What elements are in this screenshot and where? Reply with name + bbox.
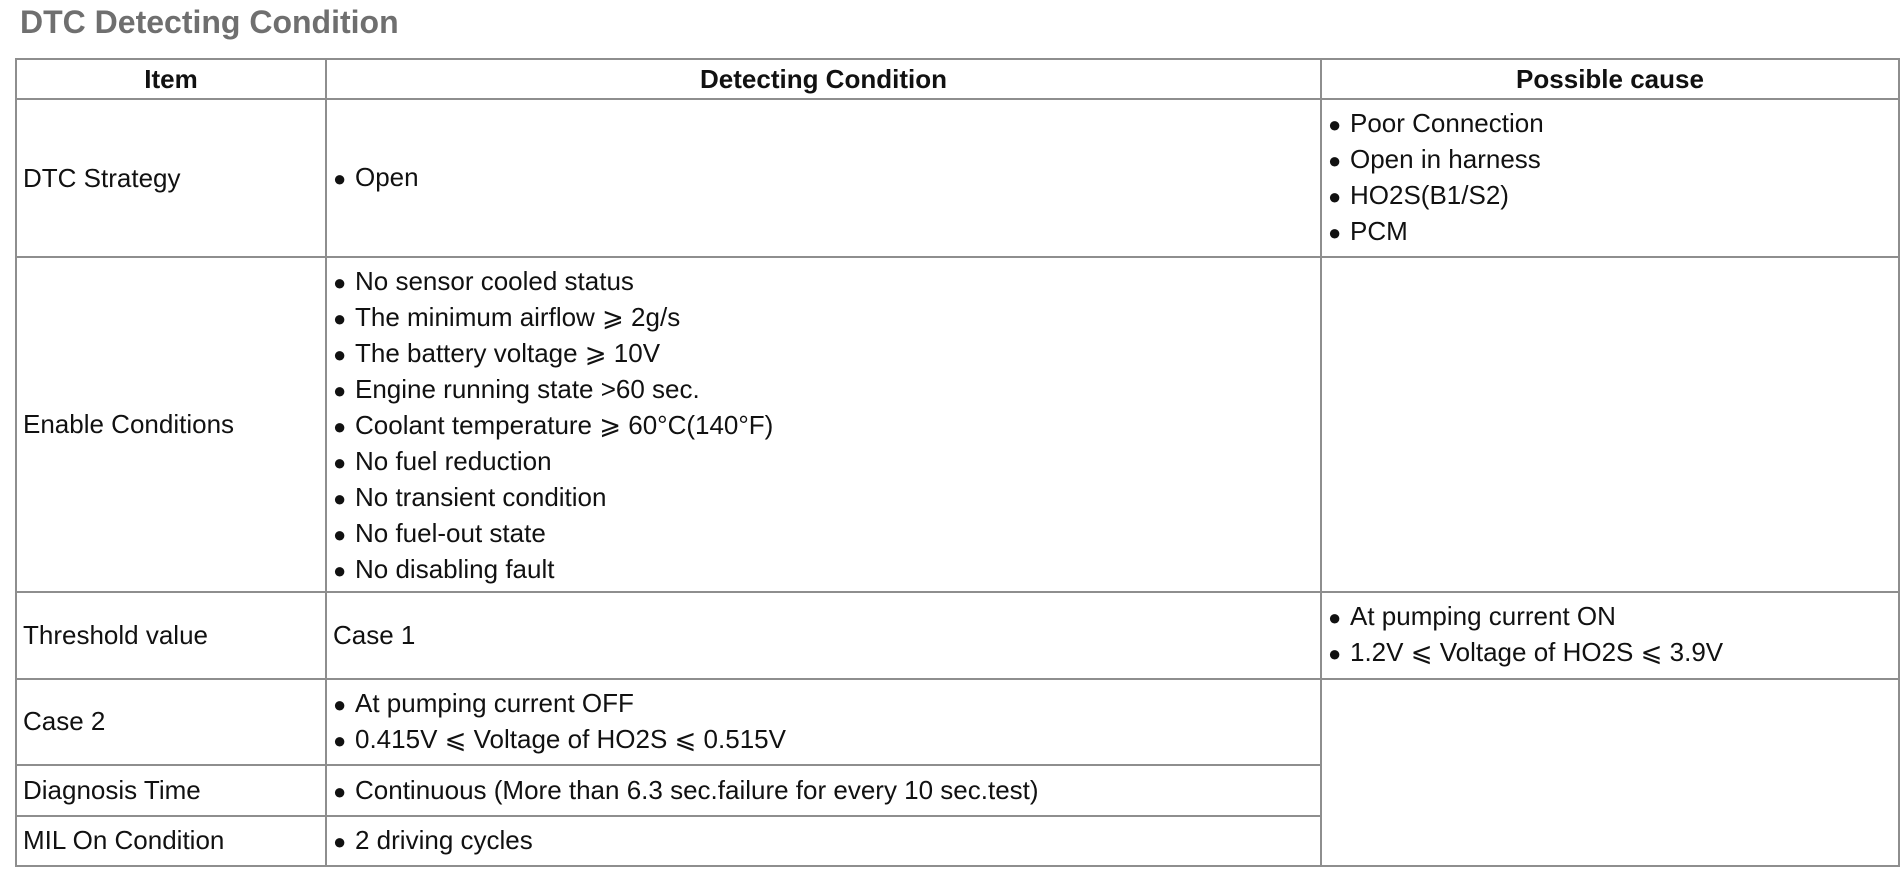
bullet-icon: ● [333, 778, 347, 804]
item-cell: MIL On Condition [16, 816, 326, 866]
list-item: ● Coolant temperature ⩾ 60°C(140°F) [333, 408, 1314, 444]
bullet-icon: ● [333, 522, 347, 548]
condition-cell [326, 679, 1321, 766]
bullet-icon: ● [1328, 112, 1342, 137]
bullet-icon: ● [1328, 184, 1342, 209]
bullet-icon: ● [333, 558, 347, 584]
bullet-icon: ● [333, 378, 347, 404]
table-row-case-2 [16, 679, 1899, 766]
condition-cell [326, 257, 1321, 592]
bullet-icon: ● [333, 270, 347, 296]
item-cell: Threshold value [16, 592, 326, 679]
bullet-icon: ● [1328, 220, 1342, 245]
list-item: ● No sensor cooled status [333, 264, 1314, 300]
list-item: ● No disabling fault [333, 552, 1314, 588]
cause-cell [1321, 592, 1899, 679]
list-item: ● Engine running state >60 sec. [333, 372, 1314, 408]
item-cell: Enable Conditions [16, 257, 326, 592]
bullet-icon: ● [1328, 605, 1342, 631]
condition-cell [326, 99, 1321, 257]
header-row [16, 59, 1899, 99]
bullet-icon: ● [333, 414, 347, 440]
item-cell: Diagnosis Time [16, 765, 326, 815]
bullet-icon: ● [333, 486, 347, 512]
list-item: ● PCM [1328, 214, 1892, 250]
bullet-icon: ● [333, 727, 347, 753]
list-item: ● No transient condition [333, 480, 1314, 516]
list-item: ● HO2S(B1/S2) [1328, 178, 1892, 214]
cause-cell [1321, 99, 1899, 257]
bullet-icon: ● [1328, 148, 1342, 173]
list-item: ● No fuel-out state [333, 516, 1314, 552]
list-item: ● The battery voltage ⩾ 10V [333, 336, 1314, 372]
list-item: ● The minimum airflow ⩾ 2g/s [333, 300, 1314, 336]
bullet-icon: ● [333, 166, 347, 192]
bullet-icon: ● [333, 306, 347, 332]
list-item: ● At pumping current ON [1328, 599, 1892, 635]
dtc-table [15, 58, 1900, 867]
table-row-dtc-strategy [16, 99, 1899, 257]
cause-cell [1321, 257, 1899, 592]
bullet-icon: ● [1328, 641, 1342, 667]
list-item: ● At pumping current OFF [333, 686, 1314, 722]
bullet-icon: ● [333, 450, 347, 476]
list-item: ● 0.415V ⩽ Voltage of HO2S ⩽ 0.515V [333, 722, 1314, 758]
list-item: ● Open [333, 160, 1314, 196]
bullet-icon: ● [333, 691, 347, 717]
bullet-icon: ● [333, 829, 347, 855]
table-row-enable-conditions [16, 257, 1899, 592]
condition-cell: ● 2 driving cycles [326, 816, 1321, 866]
item-cell: DTC Strategy [16, 99, 326, 257]
condition-cell: Case 1 [326, 592, 1321, 679]
header-item: Item [16, 59, 326, 99]
header-detecting-condition: Detecting Condition [326, 59, 1321, 99]
condition-cell: ● Continuous (More than 6.3 sec.failure for every 10 sec.test) [326, 765, 1321, 815]
list-item: ● Poor Connection [1328, 106, 1892, 142]
list-item: ● No fuel reduction [333, 444, 1314, 480]
list-item: ● 1.2V ⩽ Voltage of HO2S ⩽ 3.9V [1328, 635, 1892, 671]
header-possible-cause: Possible cause [1321, 59, 1899, 99]
bullet-icon: ● [333, 342, 347, 368]
table-row-threshold-value [16, 592, 1899, 679]
cause-cell-merged [1321, 679, 1899, 866]
item-cell: Case 2 [16, 679, 326, 766]
list-item: ● Open in harness [1328, 142, 1892, 178]
page-title: DTC Detecting Condition [20, 4, 399, 40]
